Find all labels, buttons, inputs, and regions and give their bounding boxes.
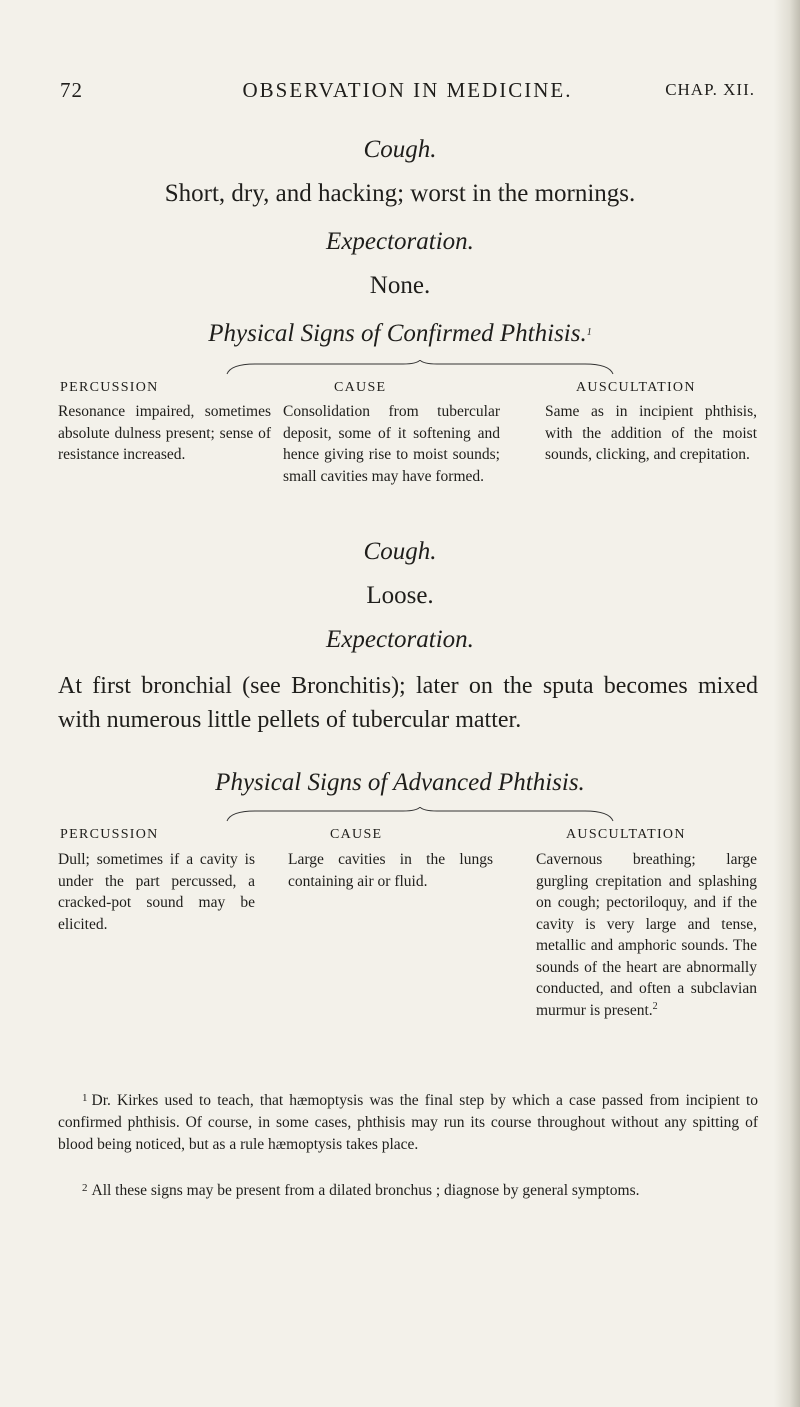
advanced-col-text-cause: Large cavities in the lungs containing air or fluid. bbox=[288, 851, 493, 890]
advanced-col-text-percussion: Dull; sometimes if a cavity is under the part percussed, a cracked-pot sound may be elicited. bbox=[58, 851, 255, 933]
cough-description-2: Loose. bbox=[366, 582, 434, 609]
advanced-phthisis-heading: Physical Signs of Advanced Phthisis. bbox=[215, 769, 585, 796]
confirmed-phthisis-heading bbox=[0, 320, 800, 348]
cough-heading-2: Cough. bbox=[363, 538, 437, 565]
running-title: OBSERVATION IN MEDICINE. bbox=[242, 78, 573, 102]
footnote-ref-2: 2 bbox=[652, 1000, 658, 1012]
confirmed-col-text-auscultation: Same as in incipient phthisis, with the addition of the moist sounds, clicking, and crepitation. bbox=[545, 403, 757, 463]
advanced-auscultation-text: Cavernous breathing; large gurgling crepitation and splashing on cough; pectoriloquy, and if the cavity is very large and tense, metallic and amphoric sounds. The sounds of the heart are abnormally conducted, and often a subclavian murmur is present. bbox=[536, 851, 757, 1019]
footnote-1-mark: 1 bbox=[82, 1092, 88, 1104]
footnote-2 bbox=[58, 1177, 758, 1202]
cough-heading: Cough. bbox=[363, 136, 437, 163]
expectoration-paragraph: At first bronchial (see Bronchitis); later on the sputa becomes mixed with numerous little pellets of tubercular matter. bbox=[58, 673, 758, 733]
footnote-2-mark: 2 bbox=[82, 1182, 88, 1194]
expectoration-heading: Expectoration. bbox=[326, 228, 474, 255]
cough-description: Short, dry, and hacking; worst in the mornings. bbox=[164, 180, 636, 207]
table-brace-1 bbox=[225, 360, 615, 376]
expectoration-heading-2: Expectoration. bbox=[326, 626, 474, 653]
chapter-label: CHAP. XII. bbox=[665, 80, 755, 99]
page-edge-shadow bbox=[774, 0, 800, 1407]
advanced-col-header-auscultation: AUSCULTATION bbox=[566, 827, 686, 842]
advanced-col-header-percussion: PERCUSSION bbox=[60, 827, 159, 842]
expectoration-description: None. bbox=[369, 272, 431, 299]
confirmed-col-text-cause: Consolidation from tubercular deposit, some of it softening and hence giving rise to moist sounds; small cavities may have formed. bbox=[283, 403, 500, 485]
confirmed-col-text-percussion: Resonance impaired, sometimes absolute dulness present; sense of resistance increased. bbox=[58, 403, 271, 463]
footnote-2-text: All these signs may be present from a dilated bronchus ; diagnose by general symptoms. bbox=[91, 1182, 640, 1199]
footnote-ref-1: 1 bbox=[586, 327, 592, 338]
table-brace-2 bbox=[225, 807, 615, 823]
advanced-col-header-cause: CAUSE bbox=[330, 827, 383, 842]
confirmed-col-header-percussion: PERCUSSION bbox=[60, 380, 159, 395]
footnote-1-text: Dr. Kirkes used to teach, that hæmoptysis was the final step by which a case passed from incipient to confirmed phthisis. Of course, in some cases, phthisis may run its course throughout without any spitting of blood being noticed, but as a rule hæmoptysis takes place. bbox=[58, 1092, 758, 1153]
confirmed-col-header-auscultation: AUSCULTATION bbox=[576, 380, 696, 395]
footnote-1 bbox=[58, 1087, 758, 1156]
running-head bbox=[60, 78, 755, 108]
confirmed-col-header-cause: CAUSE bbox=[334, 380, 387, 395]
confirmed-phthisis-title: Physical Signs of Confirmed Phthisis. bbox=[208, 320, 587, 347]
advanced-col-text-auscultation bbox=[536, 849, 757, 1021]
page-number: 72 bbox=[60, 78, 83, 102]
